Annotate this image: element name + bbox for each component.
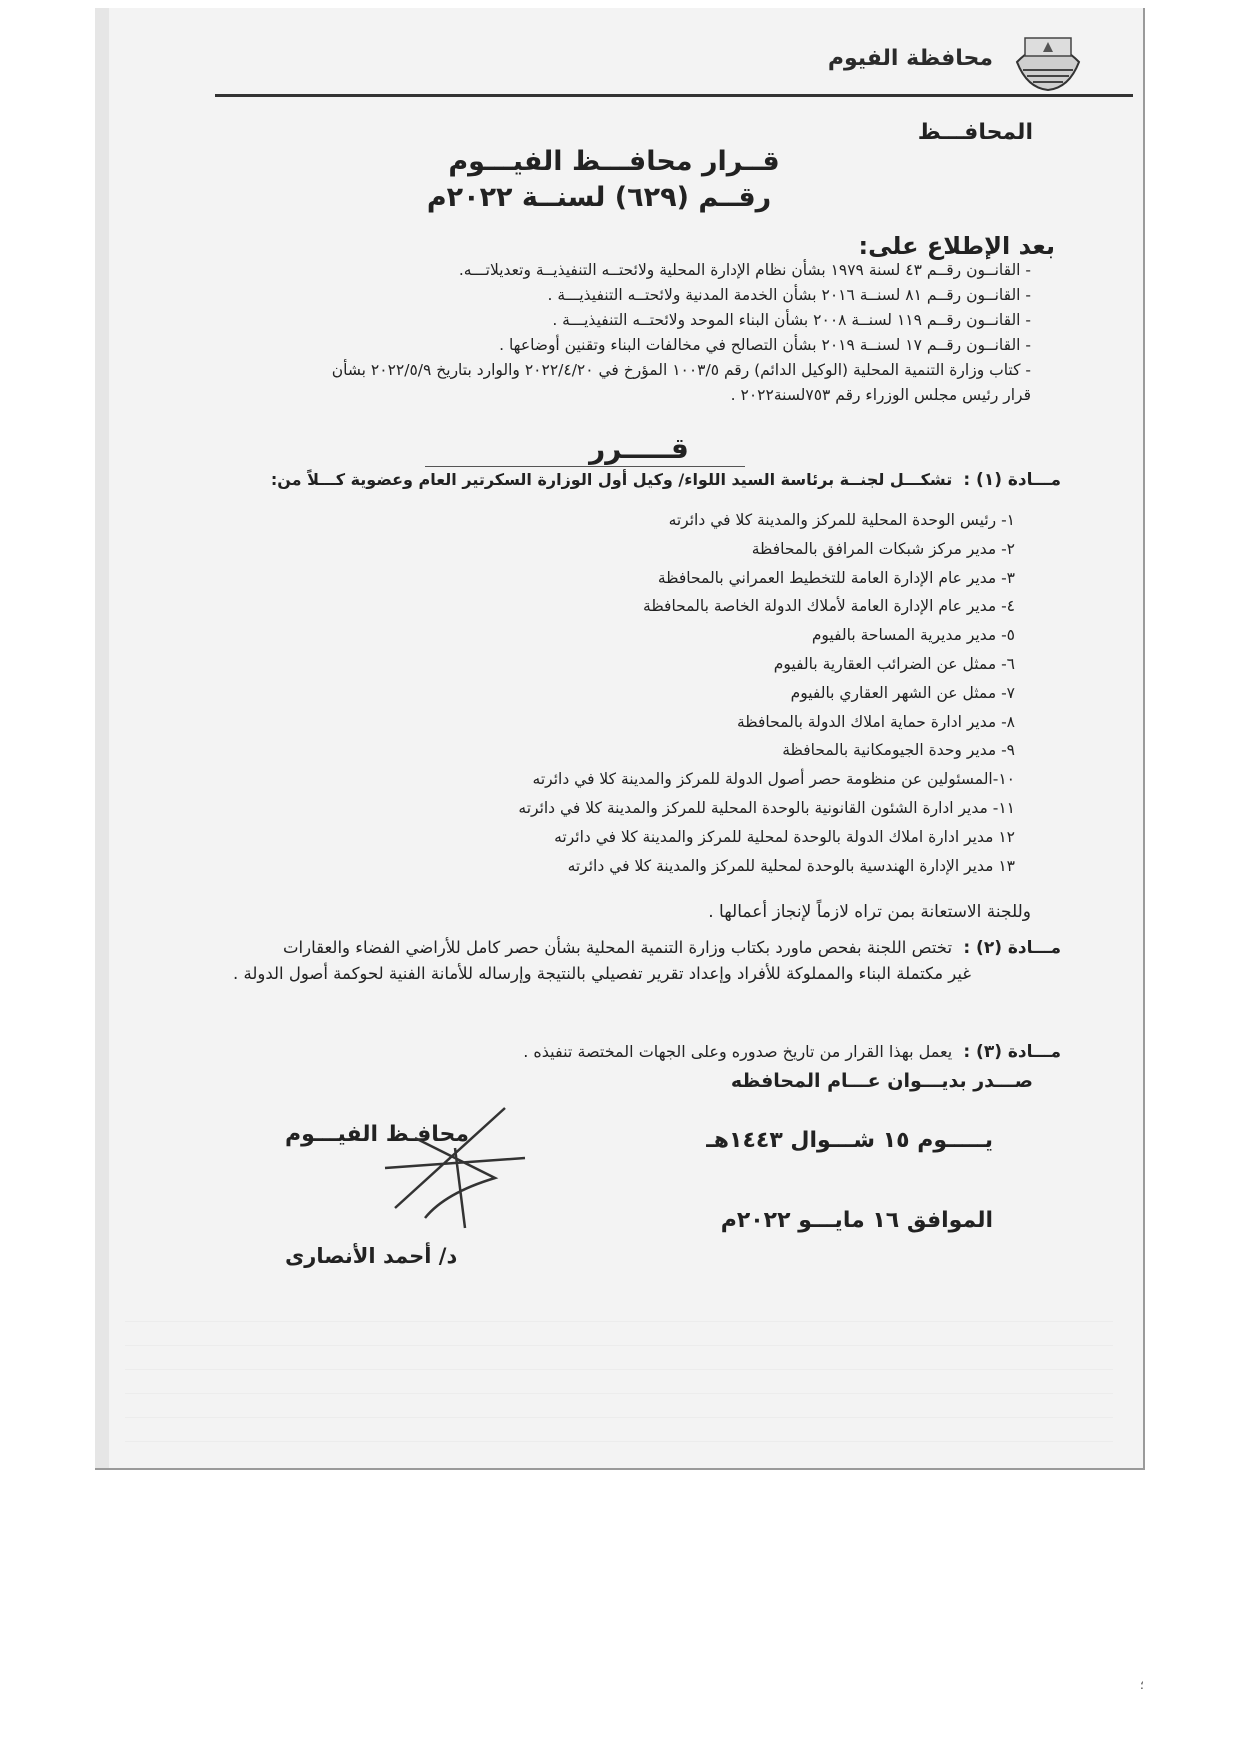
list-item: - القانــون رقــم ١١٩ لسنــة ٢٠٠٨ بشأن البناء الموحد ولائحتــه التنفيذيـــة . [552, 311, 1031, 329]
scan-edge [95, 8, 109, 1468]
committee-members-list [518, 506, 1015, 880]
issued-at: صـــدر بديـــوان عـــام المحافظه [730, 1070, 1033, 1092]
decree-number: رقــم (٦٢٩) لسنــة ٢٠٢٢م [426, 182, 772, 213]
handwritten-signature-icon [355, 1098, 555, 1238]
decree-title-line1: قــرار محافـــظ الفيـــوم [448, 146, 780, 177]
article-3 [523, 1042, 1061, 1062]
scanned-page [95, 8, 1145, 1470]
corner-mark: ؛ [1140, 1678, 1144, 1692]
header-divider [215, 94, 1133, 97]
list-item: - كتاب وزارة التنمية المحلية (الوكيل الدائم) رقم ١٠٠٣/٥ المؤرخ في ٢٠٢٢/٤/٢٠ والوارد بتاريخ ٢٠٢٢/٥/٩ بشأن [331, 361, 1031, 379]
decision-heading: قـــــرر [589, 432, 689, 465]
list-item: ٢- مدير مركز شبكات المرافق بالمحافظة [751, 539, 1015, 558]
article-text: تشكـــل لجنــة برئاسة السيد اللواء/ وكيل أول الوزارة السكرتير العام وعضوية كـــلاً من: [270, 470, 953, 489]
list-item: ١٠-المسئولين عن منظومة حصر أصول الدولة للمركز والمدينة كلا في دائرته [532, 770, 1015, 789]
article-1 [271, 470, 1061, 490]
list-item: قرار رئيس مجلس الوزراء رقم ٧٥٣لسنة٢٠٢٢ . [730, 386, 1031, 404]
list-item: - القانــون رقــم ٨١ لسنــة ٢٠١٦ بشأن الخدمة المدنية ولائحتــه التنفيذيـــة . [547, 286, 1031, 304]
article-label: مـــادة (٢) : [963, 938, 1061, 958]
list-item: ٣- مدير عام الإدارة العامة للتخطيط العمراني بالمحافظة [657, 568, 1015, 587]
signatory-name: د/ أحمد الأنصارى [285, 1244, 458, 1268]
article-label: مـــادة (١) : [963, 470, 1061, 490]
article-2 [195, 935, 1061, 987]
list-item: ١٢ مدير ادارة املاك الدولة بالوحدة لمحلية للمركز والمدينة كلا في دائرته [554, 827, 1015, 846]
article-text-continuation: غير مكتملة البناء والمملوكة للأفراد وإعداد تقرير تفصيلي بالنتيجة وإرساله للأمانة الفنية لحوكمة أصول الدولة . [232, 964, 971, 983]
office-label: المحافـــظ [917, 120, 1033, 145]
signatory-title: محافـظ الفيـــوم [285, 1122, 469, 1147]
decree-title [95, 144, 1143, 216]
article-text: يعمل بهذا القرار من تاريخ صدوره وعلى الجهات المختصة تنفيذه . [523, 1042, 953, 1061]
list-item: ٥- مدير مديرية المساحة بالفيوم [811, 626, 1015, 645]
list-item: ٨- مدير ادارة حماية املاك الدولة بالمحافظة [737, 712, 1015, 731]
list-item: ٧- ممثل عن الشهر العقاري بالفيوم [790, 683, 1015, 702]
preamble-heading: بعد الإطلاع على: [858, 232, 1055, 260]
list-item: - القانــون رقــم ١٧ لسنــة ٢٠١٩ بشأن التصالح في مخالفات البناء وتقنين أوضاعها . [499, 336, 1031, 354]
list-item: ٤- مدير عام الإدارة العامة لأملاك الدولة الخاصة بالمحافظة [643, 597, 1015, 616]
list-item: - القانــون رقــم ٤٣ لسنة ١٩٧٩ بشأن نظام الإدارة المحلية ولائحتــه التنفيذيــة وتعديلاتـــه. [458, 261, 1031, 279]
ruled-paper-area [125, 1298, 1113, 1448]
article-text: تختص اللجنة بفحص ماورد بكتاب وزارة التنمية المحلية بشأن حصر كامل للأراضي الفضاء والعقارات [283, 938, 953, 957]
article-label: مـــادة (٣) : [963, 1042, 1061, 1062]
governorate-emblem-icon [1009, 24, 1087, 94]
committee-assistance-clause: وللجنة الاستعانة بمن تراه لازماً لإنجاز أعمالها . [708, 902, 1031, 922]
list-item: ١١- مدير ادارة الشئون القانونية بالوحدة المحلية للمركز والمدينة كلا في دائرته [518, 798, 1015, 817]
preamble-list [205, 258, 1031, 408]
hijri-date: يـــــوم ١٥ شـــوال ١٤٤٣هـ [706, 1128, 993, 1153]
list-item: ٦- ممثل عن الضرائب العقارية بالفيوم [773, 654, 1015, 673]
governorate-name: محافظة الفيوم [827, 46, 993, 71]
list-item: ٩- مدير وحدة الجيومكانية بالمحافظة [782, 741, 1015, 760]
list-item: ١٣ مدير الإدارة الهندسية بالوحدة لمحلية للمركز والمدينة كلا في دائرته [567, 856, 1015, 875]
gregorian-date: الموافق ١٦ مايـــو ٢٠٢٢م [720, 1208, 993, 1233]
decision-underline [425, 466, 745, 467]
list-item: ١- رئيس الوحدة المحلية للمركز والمدينة كلا في دائرته [668, 511, 1015, 529]
